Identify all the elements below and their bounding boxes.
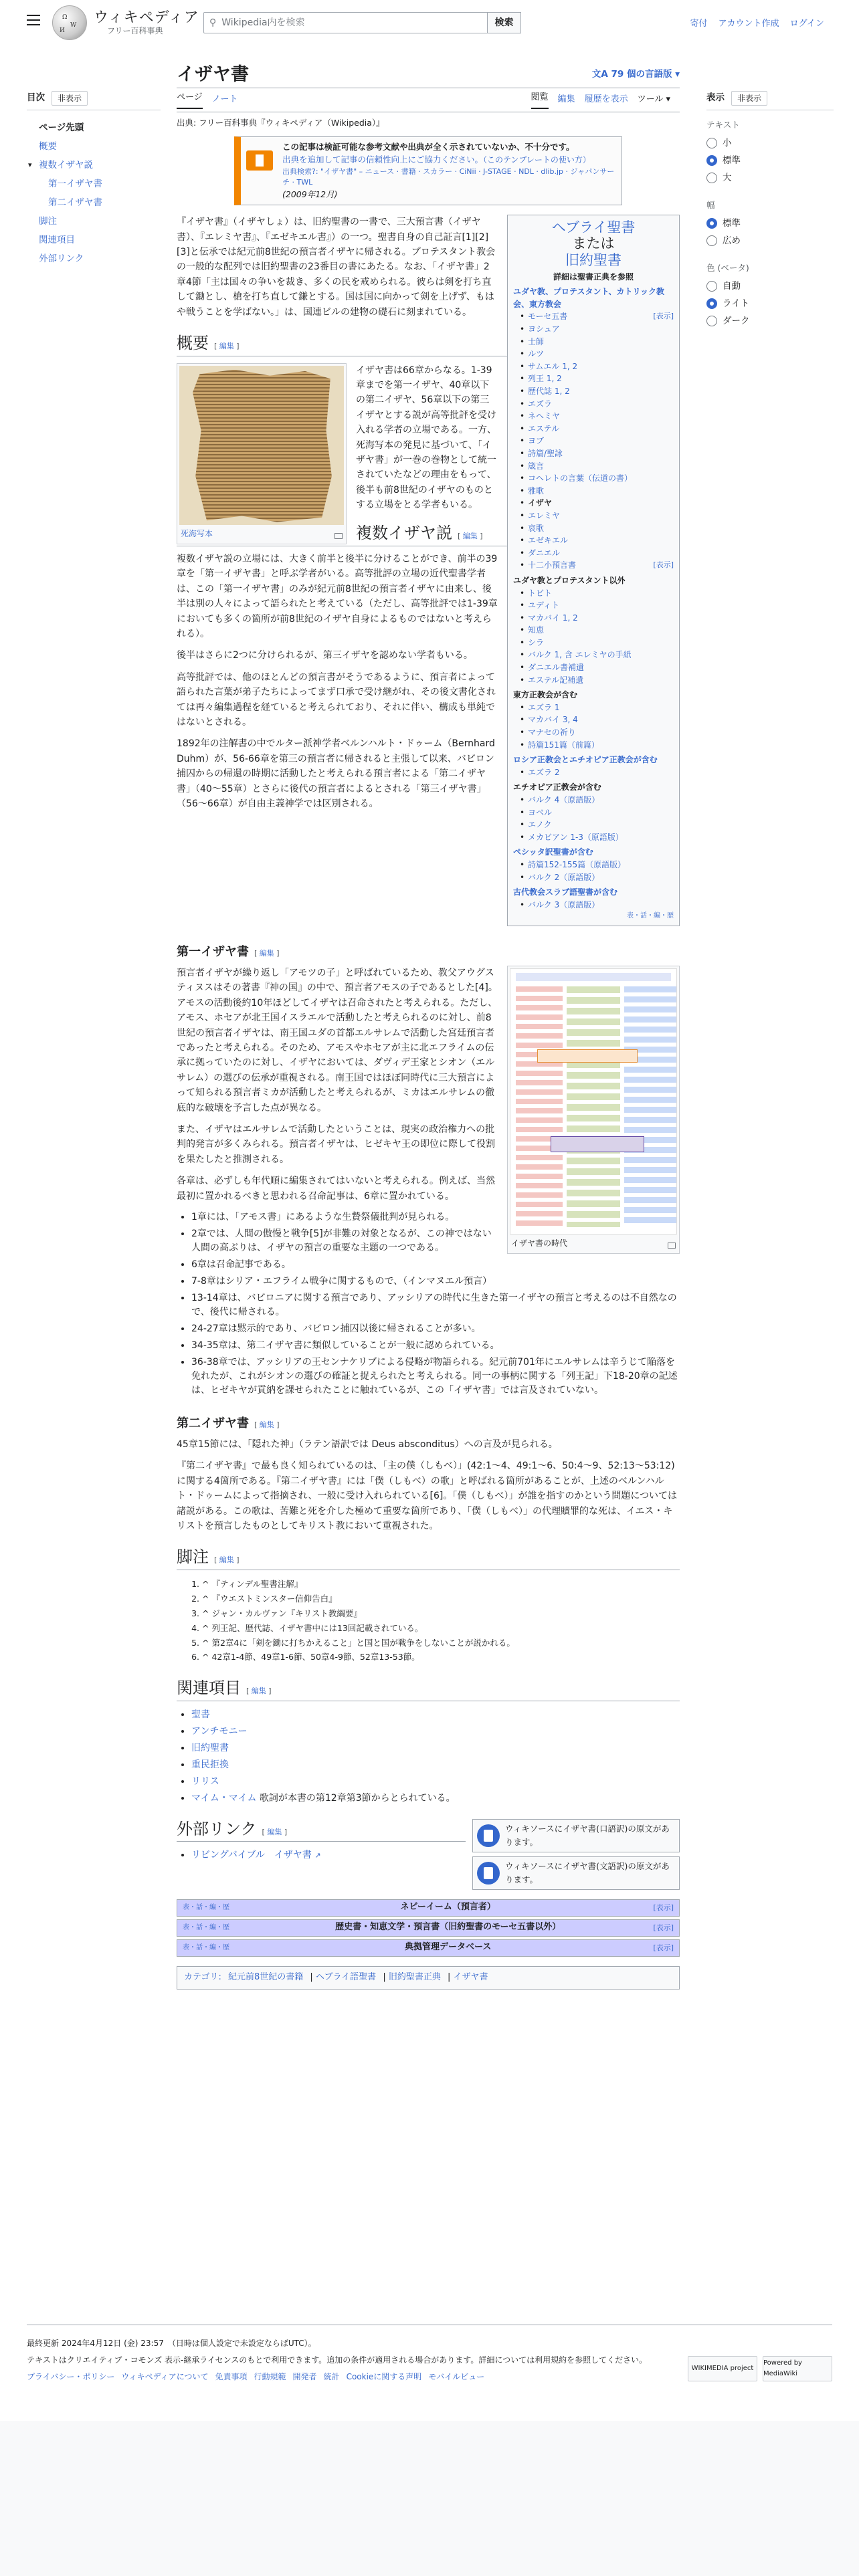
ib-book-link[interactable]: 知恵 — [528, 625, 545, 635]
mediawiki-badge[interactable]: Powered by MediaWiki — [763, 2356, 832, 2381]
list-item — [520, 714, 674, 726]
wikisource-boxes — [472, 1819, 680, 1894]
ib-book-link[interactable]: エズラ 1 — [528, 702, 560, 712]
user-links — [682, 17, 824, 31]
search-form — [203, 12, 521, 33]
page-title: イザヤ書 — [177, 64, 249, 84]
list-item — [520, 497, 674, 510]
ib-book-link[interactable]: エズラ 2 — [528, 767, 560, 777]
navbox-title[interactable]: 典拠管理データベース — [405, 1942, 492, 1953]
last-edited: 最終更新 2024年4月12日 (金) 23:57 （日時は個人設定で未設定ならばUTC）。 — [27, 2339, 316, 2348]
list-item — [520, 510, 674, 522]
list-item — [520, 612, 674, 625]
edit-label[interactable]: 編集 — [251, 1687, 266, 1696]
list-item — [520, 794, 674, 807]
footer-link[interactable]: 開発者 — [292, 2372, 317, 2382]
ib-book-link: イザヤ — [528, 498, 553, 508]
edit-section-link[interactable]: [ 編集 ] — [262, 1827, 288, 1836]
ib-book-link[interactable]: ヨシュア — [528, 324, 560, 334]
list-item — [520, 323, 674, 336]
toc-item[interactable]: 第一イザヤ書 — [48, 179, 102, 189]
ib-book-link[interactable]: エステル — [528, 423, 560, 433]
list-item — [191, 1725, 680, 1739]
category-link[interactable]: 紀元前8世紀の書籍 — [228, 1971, 304, 1982]
list-item: • 34-35章は、第二イザヤ書に類似していることが一般に認められている。 — [191, 1339, 680, 1353]
ambox-search-links[interactable]: 出典検索?: "イザヤ書" – ニュース · 書籍 · スカラー · CiNii · J-STAGE · NDL · dlib.jp · ジャパンサーチ · TWL — [282, 167, 615, 187]
ib-subtitle: 詳細は聖書正典を参照 — [553, 272, 634, 282]
ambox-date: (2009年12月) — [282, 189, 338, 199]
list-item — [520, 674, 674, 687]
ib-book-link[interactable]: ネヘミヤ — [528, 411, 561, 421]
search-placeholder: Wikipedia内を検索 — [221, 17, 305, 28]
ib-book-link[interactable]: 歴代誌 1, 2 — [528, 387, 570, 397]
navbox-vte-links[interactable]: 表・話・編・歴 — [183, 1943, 229, 1951]
sidebar-navbox — [507, 215, 680, 926]
toc-title: 目次 — [27, 92, 45, 104]
logo-tagline: フリー百科事典 — [107, 26, 163, 35]
footer-link[interactable]: Cookieに関する声明 — [346, 2372, 422, 2382]
list-item — [520, 726, 674, 739]
category-link[interactable]: ヘブライ語聖書 — [315, 1971, 377, 1982]
ib-book-link[interactable]: トビト — [528, 588, 553, 598]
ib-book-link[interactable]: コヘレトの言葉（伝道の書） — [528, 473, 633, 484]
tab-tools[interactable]: ツール ▾ — [637, 94, 670, 105]
tab-read[interactable]: 閲覧 — [531, 91, 549, 109]
list-item — [520, 485, 674, 498]
section-heading-external — [177, 1819, 466, 1842]
option-label: 標準 — [723, 155, 741, 166]
wikisource-box — [472, 1856, 680, 1890]
list-item: • 24-27章は黙示的であり、バビロン捕囚以後に帰されることが多い。 — [191, 1322, 680, 1336]
ib-group-heading: 東方正教会が含む — [513, 690, 578, 700]
table-of-contents — [27, 91, 161, 268]
edit-label[interactable]: 編集 — [219, 341, 234, 350]
option-label: 小 — [723, 138, 732, 148]
footnote-item: 5. ^ 第2章4に「剣を鋤に打ちかえること」と国と国が戦争をしないことが説かれる。 — [202, 1636, 680, 1650]
heading-text: 複数イザヤ説 — [356, 525, 452, 543]
ambox-line1: この記事は検証可能な参考文献や出典が全く示されていないか、不十分です。 — [282, 142, 575, 152]
ib-book-link[interactable]: エズラ — [528, 399, 553, 409]
ib-book-link[interactable]: サムエル 1, 2 — [528, 361, 578, 371]
toc-item[interactable]: 外部リンク — [39, 253, 84, 264]
tab-edit[interactable]: 編集 — [557, 94, 575, 105]
wikisource-text[interactable]: ウィキソースにイザヤ書(文語訳)の原文があります。 — [505, 1860, 670, 1885]
dead-sea-scroll-figure — [177, 363, 347, 544]
list-item — [520, 547, 674, 560]
toc-item[interactable]: 複数イザヤ説 — [39, 160, 93, 171]
list-item — [520, 807, 674, 819]
multi-paragraph: 1892年の注解書の中でルター派神学者ベルンハルト・ドゥーム（Bernhard Duhm）が、56-66章を第三の預言者に帰されると主張して以来、バビロン捕囚からの帰還の時期に活動したと考えられる預言者による「第二イザヤ書」（40〜55章）とさらに後代の預言者によるとされる「第三イザヤ書」（56〜66章）が自由主義神学では区別される。 — [177, 738, 495, 809]
tools-label: ツール — [637, 94, 664, 105]
option-label: 大 — [723, 173, 732, 183]
ib-book-link[interactable]: ヨブ — [528, 436, 545, 446]
list-item — [520, 661, 674, 674]
ib-book-link[interactable]: エレミヤ — [528, 510, 561, 520]
list-item — [520, 831, 674, 844]
ib-group-heading: ユダヤ教とプロテスタント以外 — [513, 575, 626, 585]
navbox-header — [177, 1939, 680, 1957]
list-item: • 7-8章はシリア・エフライム戦争に関するもので、（インマヌエル預言） — [191, 1275, 680, 1289]
search-button[interactable]: 検索 — [488, 12, 521, 33]
ib-book-link[interactable]: シラ — [528, 637, 545, 647]
toc-item[interactable]: 脚注 — [39, 216, 57, 227]
option-label: ライト — [723, 298, 750, 309]
list-item — [191, 1741, 680, 1755]
figure-caption[interactable]: 死海写本 — [181, 528, 213, 538]
isaiah-era-chart-image[interactable] — [510, 968, 677, 1235]
ib-book-link[interactable]: 詩篇152-155篇（原語版） — [528, 859, 626, 869]
ib-book-link[interactable]: バルク 4（原語版） — [528, 795, 600, 805]
second-paragraph: 『第二イザヤ書』で最も良く知られているのは、「主の僕（しもべ）」(42:1〜4、49:1〜6、50:4〜9、52:13〜53:12) に関する4箇所である。『第二イザヤ書』には「僕（しもべ）の歌」と呼ばれる箇所があることが、上述のベルンハルト・ドゥームによって指摘され、一般に受け入れられている[6]。「僕（しもべ）」が誰を指すのかという問題については諸説がある。この歌は、苦難と死を介した極めて重要な箇所であり、「僕（しもべ）」の代理贖罪的な死は、イエス・キリストを預言したものとしてキリスト教において重視された。 — [177, 1461, 678, 1532]
footnote-item: 6. ^ 42章1-4節、49章1-6節、50章4-9節、52章13-53節。 — [202, 1650, 680, 1665]
list-item — [520, 447, 674, 460]
appearance-panel — [706, 91, 834, 330]
list-item — [520, 871, 674, 884]
language-button-label: 79 個の言語版 — [611, 69, 672, 80]
edit-section-link[interactable]: [ 編集 ] — [214, 341, 240, 350]
dead-sea-scroll-image[interactable] — [179, 366, 344, 525]
footer-link[interactable]: 免責事項 — [215, 2372, 248, 2382]
appearance-title: 表示 — [706, 92, 725, 104]
ib-vte-links[interactable]: 表・話・編・歴 — [627, 912, 674, 920]
heading-text: 関連項目 — [177, 1680, 241, 1698]
external-link[interactable]: リビングバイブル イザヤ書 — [191, 1850, 312, 1861]
toc-item[interactable]: 関連項目 — [39, 235, 75, 245]
ib-group-heading[interactable]: ペシッタ訳聖書が含む — [513, 847, 593, 857]
ib-book-link[interactable]: 雅歌 — [528, 486, 545, 496]
list-item — [520, 472, 674, 485]
category-link[interactable]: 旧約聖書正典 — [388, 1971, 441, 1982]
second-paragraph: 45章15節には、「隠れた神」（ラテン語訳では Deus absconditus）への言及が見られる。 — [177, 1439, 558, 1451]
heading-text: 概要 — [177, 334, 209, 352]
list-item — [520, 435, 674, 447]
ib-book-link[interactable]: 列王 1, 2 — [528, 374, 562, 384]
ib-or: または — [572, 235, 615, 252]
list-item — [520, 534, 674, 547]
ib-book-link[interactable]: バルク 1, 含 エレミヤの手紙 — [528, 650, 632, 660]
ib-show-toggle[interactable]: [表示] — [653, 560, 674, 570]
ib-book-link[interactable]: エゼキエル — [528, 536, 569, 546]
main-menu-icon[interactable] — [27, 15, 40, 25]
radio-text-standard[interactable] — [706, 155, 717, 166]
list-item — [520, 310, 674, 323]
width-label: 幅 — [706, 200, 715, 210]
list-item — [520, 559, 674, 572]
list-item — [191, 1775, 680, 1789]
list-item — [520, 637, 674, 649]
ib-book-link[interactable]: マカバイ 1, 2 — [528, 613, 578, 623]
navbox-show-toggle[interactable]: [表示] — [653, 1903, 674, 1913]
navbox-vte-links[interactable]: 表・話・編・歴 — [183, 1923, 229, 1931]
source-line: 出典: フリー百科事典『ウィキペディア（Wikipedia）』 — [177, 118, 385, 128]
list-item — [520, 372, 674, 385]
list-item — [520, 348, 674, 360]
section-heading-related — [177, 1678, 680, 1701]
option-label: 標準 — [723, 218, 741, 229]
radio-width-wide[interactable] — [706, 235, 717, 246]
category-label[interactable]: カテゴリ: — [184, 1971, 221, 1982]
book-warning-icon — [246, 150, 276, 180]
ib-book-link[interactable]: 十二小預言書 — [528, 560, 577, 570]
external-link-icon: ↗ — [314, 1851, 321, 1860]
toc-item[interactable]: ページ先頭 — [39, 122, 84, 133]
donate-link[interactable]: 寄付 — [690, 19, 708, 29]
ib-group-heading[interactable]: ロシア正教会とエチオピア正教会が含む — [513, 755, 658, 765]
tab-page[interactable]: ページ — [177, 91, 203, 109]
ib-book-link[interactable]: ヨベル — [528, 807, 553, 817]
category-link[interactable]: イザヤ書 — [453, 1971, 488, 1982]
navbox-show-toggle[interactable]: [表示] — [653, 1923, 674, 1933]
ib-book-link[interactable]: 箴言 — [528, 461, 545, 471]
footnotes-list — [202, 1577, 680, 1665]
list-item — [520, 423, 674, 435]
license-text: テキストはクリエイティブ・コモンズ 表示-継承ライセンスのもとで利用できます。追加の条件が適用される場合があります。詳細については利用規約を参照してください。 — [27, 2355, 648, 2365]
ib-title-2[interactable]: 旧約聖書 — [565, 251, 622, 268]
heading-text: 外部リンク — [177, 1820, 257, 1838]
heading-text: 脚注 — [177, 1549, 209, 1567]
translate-icon: 文A — [591, 69, 611, 80]
footnote-item: 4. ^ 列王記、歴代誌、イザヤ書中には13回記載されている。 — [202, 1621, 680, 1636]
radio-text-small[interactable] — [706, 138, 717, 148]
ib-book-link[interactable]: エノク — [528, 820, 552, 830]
logo-title: ウィキペディア — [94, 9, 199, 26]
overview-paragraph: イザヤ書は66章からなる。1-39章までを第一イザヤ、40章以下の第二イザヤ、56章以下の第三イザヤとする説が高等批評を受け入れる学者の立場である。一方、死海写本の発見に基づいて、「イザヤ書」が一巻の巻物として統一されていたなどの理由をもって、後半も前8世紀のイザヤのものとする立場をとる学者もいる。 — [356, 364, 496, 511]
radio-width-standard[interactable] — [706, 218, 717, 229]
enlarge-icon[interactable] — [335, 533, 343, 539]
navbox-header — [177, 1899, 680, 1917]
toc-item[interactable]: 第二イザヤ書 — [48, 197, 102, 208]
wikipedia-globe-icon: Ω W И — [52, 5, 87, 40]
edit-label[interactable]: 編集 — [462, 532, 478, 541]
ib-book-link[interactable]: マナセの祈り — [528, 728, 576, 738]
ib-book-link[interactable]: エステル記補遺 — [528, 675, 584, 685]
list-item — [520, 624, 674, 637]
edit-section-link[interactable]: [ 編集 ] — [254, 948, 280, 958]
ib-book-link[interactable]: 詩篇151篇（前篇） — [528, 740, 599, 750]
figure-caption: イザヤ書の時代 — [511, 1239, 568, 1249]
toc-hide-button[interactable]: 非表示 — [52, 91, 88, 106]
section-heading-first — [177, 944, 680, 960]
appearance-hide-button[interactable]: 非表示 — [731, 91, 767, 106]
ib-moses-link[interactable]: モーセ五書 — [528, 312, 568, 322]
ib-book-link[interactable]: バルク 3（原語版） — [528, 899, 600, 909]
multi-paragraph: 高等批評では、他のほとんどの預言書がそうであるように、預言者によって語られた言葉が弟子たちによってまず口承で受け継がれ、その後文書化されては再々編集過程を経ていると考えられており、それに伴い、構成も単純ではないとされる。 — [177, 671, 496, 728]
wikisource-icon — [477, 1824, 500, 1847]
navbox-vte-links[interactable]: 表・話・編・歴 — [183, 1903, 229, 1911]
list-item — [191, 1758, 680, 1772]
tab-talk[interactable]: ノート — [211, 94, 238, 105]
related-link[interactable]: リリス — [191, 1776, 219, 1787]
footer-link[interactable]: モバイルビュー — [428, 2372, 485, 2382]
citation-warning-box — [234, 136, 622, 205]
list-item: • 6章は召命記事である。 — [191, 1258, 680, 1272]
toc-item[interactable]: 概要 — [39, 141, 57, 152]
navboxes — [177, 1899, 680, 1957]
category-links: カテゴリ: 紀元前8世紀の書籍 | ヘブライ語聖書 | 旧約聖書正典 | イザヤ書 — [177, 1966, 680, 1990]
first-paragraph: 各章は、必ずしも年代順に編集されてはいないと考えられる。例えば、当然最初に置かれるべきと思われる召命記事は、6章に置かれている。 — [177, 1176, 495, 1202]
related-note: 歌詞が本書の第12章第3節からとられている。 — [256, 1792, 456, 1804]
wikisource-text[interactable]: ウィキソースにイザヤ書(口語訳)の原文があります。 — [505, 1823, 670, 1847]
list-item — [520, 819, 674, 831]
edit-label[interactable]: 編集 — [259, 948, 274, 958]
option-label: ダーク — [723, 316, 750, 326]
related-link[interactable]: アンチモニー — [191, 1725, 248, 1737]
list-item: • 13-14章は、バビロニアに関する預言であり、アッシリアの時代に生きた第一イザヤの預言と考えるのは不自然なので、後代に帰される。 — [191, 1291, 680, 1319]
ib-book-link[interactable]: ユディト — [528, 601, 560, 611]
ib-show-toggle[interactable]: [表示] — [653, 312, 674, 321]
ib-book-link[interactable]: 詩篇/聖詠 — [528, 448, 563, 458]
footer-link[interactable]: ウィキペディアについて — [121, 2372, 209, 2382]
option-label: 広め — [723, 235, 741, 246]
language-button[interactable]: 文A 79 個の言語版 ▾ — [591, 69, 680, 80]
ambox-line2[interactable]: 出典を追加して記事の信頼性向上にご協力ください。 — [282, 154, 484, 165]
multi-paragraph: 複数イザヤ説の立場には、大きく前半と後半に分けることができ、前半の39章を「第一イザヤ書」と呼ぶ学者がいる。高等批評の立場の近代聖書学者は、この「第一イザヤ書」のみが紀元前8世紀の預言者イザヤに由来し、後半は別の人々によって語られたと考えている（ただし、高等批評では1-39章においても多くの箇所が前8世紀のイザヤ自身によるものではないと考えられる）。 — [177, 554, 498, 640]
navbox-title[interactable]: ネビーイーム（預言者） — [400, 1902, 496, 1913]
main-content — [177, 60, 680, 1990]
radio-color-light[interactable] — [706, 298, 717, 309]
multi-paragraph: 後半はさらに2つに分けられるが、第三イザヤを認めない学者もいる。 — [177, 650, 473, 661]
ib-book-link[interactable]: ダニエル書補遺 — [528, 663, 585, 673]
tab-history[interactable]: 履歴を表示 — [584, 94, 628, 105]
list-item — [520, 587, 674, 600]
list-item: • 2章では、人間の傲慢と戦争[5]が非難の対象となるが、この神ではない人間の高ぶりは、イザヤの預言の重要な主題の一つである。 — [191, 1227, 680, 1255]
site-logo[interactable] — [52, 5, 199, 40]
section-heading-notes — [177, 1547, 680, 1570]
related-link[interactable]: 聖書 — [191, 1709, 210, 1720]
create-account-link[interactable]: アカウント作成 — [718, 19, 779, 29]
intro-paragraph: 『イザヤ書』（イザヤしょ）は、旧約聖書の一書で、三大預言書（イザヤ書）、『エレミヤ書』、『エゼキエル書』）の一つ。聖書自身の自己証言[1][2][3]と伝承では紀元前8世紀の預言者イザヤに帰される。プロテスタント教会の一般的な配列では旧約聖書の23番目の書にあたる。なお、「イザヤ書」2章4節「主は国々の争いを裁き、多くの民を戒められる。彼らは剣を打ち直して鋤とし、槍を打ち直して鎌とする。国は国に向かって剣を上げず、もはや戦うことを学ばない。」は、国連ビルの建物の礎石に刻まれている。 — [177, 217, 496, 318]
list-item — [191, 1792, 680, 1806]
footnote-item: 3. ^ ジャン・カルヴァン『キリスト教綱要』 — [202, 1606, 680, 1621]
edit-section-link[interactable]: [ 編集 ] — [458, 532, 483, 541]
ib-title-1[interactable]: ヘブライ聖書 — [551, 219, 636, 236]
wikisource-box — [472, 1819, 680, 1852]
list-item: • 1章には、「アモス書」にあるような生贄祭儀批判が見られる。 — [191, 1210, 680, 1224]
section-heading-second — [177, 1415, 680, 1432]
text-size-label: テキスト — [706, 120, 740, 130]
related-link[interactable]: 旧約聖書 — [191, 1742, 229, 1753]
list-item — [191, 1708, 680, 1722]
edit-label[interactable]: 編集 — [219, 1555, 234, 1565]
list-item — [520, 336, 674, 348]
list-item — [520, 460, 674, 473]
navbox-title[interactable]: 歴史書・知恵文学・預言書（旧約聖書のモーセ五書以外） — [335, 1922, 561, 1933]
chevron-down-icon[interactable]: ▾ — [28, 160, 32, 169]
ib-categories[interactable]: ユダヤ教、プロテスタント、カトリック教会、東方教会 — [513, 287, 664, 309]
list-item — [520, 739, 674, 752]
ib-book-link[interactable]: ダニエル — [528, 548, 561, 558]
login-link[interactable]: ログイン — [789, 19, 824, 29]
page-tabs — [177, 88, 680, 112]
related-link[interactable]: 重民拒換 — [191, 1759, 229, 1770]
ib-book-link[interactable]: メカビアン 1-3（原語版） — [528, 832, 624, 842]
footer-link[interactable]: 統計 — [323, 2372, 340, 2382]
list-item — [520, 385, 674, 398]
footer-link[interactable]: 行動規範 — [254, 2372, 286, 2382]
ambox-template-link[interactable]: （このテンプレートの使い方） — [483, 154, 591, 165]
footnote-item: 1. ^ 『ティンデル聖書注解』 — [202, 1577, 680, 1592]
list-item: • 36-38章では、アッシリアの王センナケリブによる侵略が物語られる。紀元前701年にエルサレムは辛うじて陥落を免れたが、これがシオンの選びの確証と捉えられたと考えられる。同一の事柄に関する「列王記」下18-20章の記述は、ヒゼキヤが貢納を課せられたことに触れているが、この「イザヤ書」では言及されていない。 — [191, 1356, 680, 1398]
heading-text: 第二イザヤ書 — [177, 1416, 249, 1430]
search-icon: ⚲ — [209, 17, 217, 28]
list-item — [520, 410, 674, 423]
edit-section-link[interactable]: [ 編集 ] — [246, 1687, 272, 1696]
first-paragraph: 預言者イザヤが繰り返し「アモツの子」と呼ばれているため、教父アウグスティヌスはその著書『神の国』の中で、預言者アモスの子であるとした[4]。アモスの活動後約10年ほどしてイザヤは召命されたと考えられる。ただし、アモス、ホセアが北王国イスラエルで活動したと考えられるのに対し、前8世紀の預言者イザヤは、南王国ユダの首都エルサレムで活動した宮廷預言者であったと考えられる。そのため、アモスやホセアが主に北エフライムの伝承に拠っていたのに対し、イザヤにおいては、ダヴィデ王家とシオン（エルサレム）の選びの伝承が重視される。南王国ではほぼ同時代に三大預言によって知られる預言者ミカが活動したと考えられるが、ミカはエルサレムの徹底的な破壊を予言した点が異なる。 — [177, 968, 498, 1113]
radio-color-auto[interactable] — [706, 281, 717, 292]
list-item — [520, 859, 674, 871]
list-item — [520, 522, 674, 535]
enlarge-icon[interactable] — [668, 1243, 676, 1249]
ib-group-heading[interactable]: 古代教会スラブ語聖書が含む — [513, 887, 618, 897]
list-item — [520, 599, 674, 612]
first-paragraph: また、イザヤはエルサレムで活動したということは、現実の政治権力への批判的発言が多くみられる。預言者イザヤは、ヒゼキヤ王の即位に際して役割を果たしたと推測される。 — [177, 1123, 495, 1165]
edit-section-link[interactable]: [ 編集 ] — [254, 1420, 280, 1429]
ib-book-link[interactable]: ルツ — [528, 349, 545, 359]
wikisource-icon — [477, 1862, 500, 1885]
page-bottom-area — [0, 2421, 859, 2576]
option-label: 自動 — [723, 281, 741, 292]
edit-label[interactable]: 編集 — [267, 1827, 282, 1836]
list-item — [520, 766, 674, 779]
isaiah-era-figure — [507, 966, 680, 1254]
edit-section-link[interactable]: [ 編集 ] — [214, 1555, 240, 1565]
site-header — [0, 0, 859, 43]
footer-link[interactable]: プライバシー・ポリシー — [27, 2372, 115, 2382]
ib-book-link[interactable]: 士師 — [528, 336, 545, 346]
related-list — [191, 1708, 680, 1806]
color-label: 色 (ベータ) — [706, 263, 749, 273]
ib-book-link[interactable]: 哀歌 — [528, 523, 545, 533]
list-item — [520, 360, 674, 373]
wikimedia-badge[interactable]: WIKIMEDIA project — [688, 2356, 757, 2381]
radio-color-dark[interactable] — [706, 316, 717, 326]
list-item — [520, 398, 674, 411]
ib-book-link[interactable]: バルク 2（原語版） — [528, 872, 600, 882]
heading-text: 第一イザヤ書 — [177, 944, 249, 959]
footnote-item: 2. ^ 『ウエストミンスター信仰告白』 — [202, 1592, 680, 1606]
search-input[interactable] — [203, 12, 488, 33]
related-link[interactable]: マイム・マイム — [191, 1792, 257, 1804]
radio-text-large[interactable] — [706, 173, 717, 183]
ib-group-heading: エチオピア正教会が含む — [513, 782, 601, 792]
ib-book-link[interactable]: マカバイ 3, 4 — [528, 715, 578, 725]
list-item — [520, 649, 674, 661]
page-footer — [27, 2325, 832, 2384]
edit-label[interactable]: 編集 — [259, 1420, 274, 1429]
list-item — [520, 899, 674, 911]
navbox-show-toggle[interactable]: [表示] — [653, 1943, 674, 1953]
navbox-header — [177, 1919, 680, 1937]
list-item — [520, 702, 674, 714]
